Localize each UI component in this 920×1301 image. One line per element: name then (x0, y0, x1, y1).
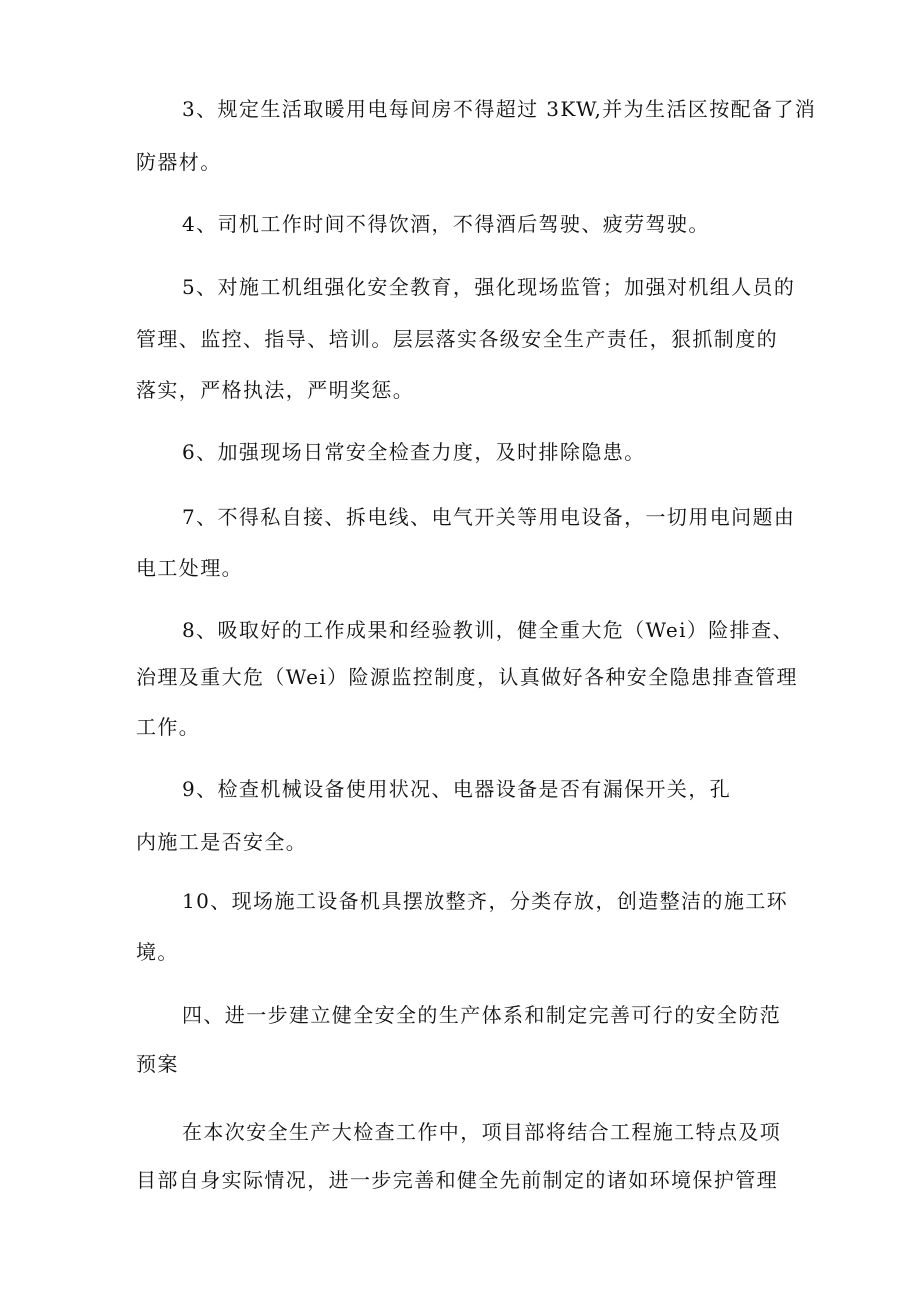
item-3-line-1: 3、规定生活取暖用电每间房不得超过 3KW,并为生活区按配备了消 (182, 97, 817, 121)
item-8-line-2: 治理及重大危（Wei）险源监控制度，认真做好各种安全隐患排查管理 (136, 665, 798, 689)
item-10-line-2: 境。 (136, 940, 179, 964)
item-9-line-2: 内施工是否安全。 (136, 830, 308, 854)
item-4-line-1: 4、司机工作时间不得饮酒，不得酒后驾驶、疲劳驾驶。 (182, 212, 710, 236)
item-8-line-1: 8、吸取好的工作成果和经验教训，健全重大危（Wei）险排查、 (182, 618, 794, 642)
section-4-heading-line-1: 四、进一步建立健全安全的生产体系和制定完善可行的安全防范 (182, 1003, 782, 1027)
item-9-line-1: 9、检查机械设备使用状况、电器设备是否有漏保开关，孔 (182, 777, 732, 801)
item-5-line-3: 落实，严格执法，严明奖惩。 (136, 378, 415, 402)
item-10-line-1: 10、现场施工设备机具摆放整齐，分类存放，创造整洁的施工环 (182, 889, 789, 913)
closing-line-2: 目部自身实际情况，进一步完善和健全先前制定的诸如环境保护管理 (136, 1168, 778, 1192)
item-5-line-2: 管理、监控、指导、培训。层层落实各级安全生产责任，狠抓制度的 (136, 327, 778, 351)
item-7-line-1: 7、不得私自接、拆电线、电气开关等用电设备，一切用电问题由 (182, 505, 796, 529)
section-4-heading-line-2: 预案 (136, 1052, 179, 1076)
item-8-line-3: 工作。 (136, 715, 201, 739)
item-7-line-2: 电工处理。 (136, 556, 243, 580)
closing-line-1: 在本次安全生产大检查工作中，项目部将结合工程施工特点及项 (182, 1120, 782, 1144)
item-5-line-1: 5、对施工机组强化安全教育，强化现场监管；加强对机组人员的 (182, 275, 796, 299)
item-6-line-1: 6、加强现场日常安全检查力度，及时排除隐患。 (182, 440, 646, 464)
item-3-line-2: 防器材。 (136, 150, 222, 174)
